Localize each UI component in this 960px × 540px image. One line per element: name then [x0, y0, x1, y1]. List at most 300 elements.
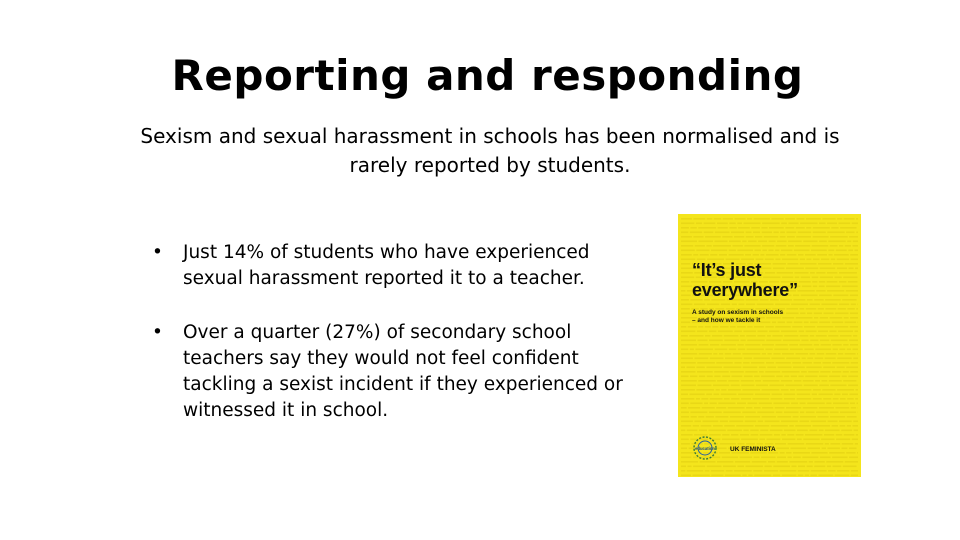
texture-word: [837, 367, 845, 369]
texture-word: [729, 421, 743, 423]
texture-word: [769, 227, 784, 229]
texture-word: [758, 421, 763, 423]
texture-word: [744, 358, 752, 360]
texture-word: [791, 304, 808, 306]
texture-word: [775, 250, 779, 252]
texture-word: [714, 218, 721, 220]
texture-word: [743, 430, 748, 432]
texture-word: [836, 407, 850, 409]
texture-word: [763, 380, 780, 382]
texture-word: [833, 349, 838, 351]
texture-word: [698, 340, 708, 342]
texture-word: [696, 250, 709, 252]
texture-word: [793, 367, 805, 369]
texture-word: [817, 326, 834, 328]
texture-word: [770, 430, 783, 432]
texture-word: [717, 461, 733, 463]
texture-word: [681, 407, 687, 409]
texture-word: [804, 349, 814, 351]
texture-word: [722, 236, 732, 238]
texture-word: [765, 326, 773, 328]
texture-word: [845, 245, 851, 247]
texture-word: [746, 407, 752, 409]
texture-word: [785, 227, 794, 229]
texture-word: [829, 376, 840, 378]
texture-word: [798, 475, 804, 477]
texture-word: [851, 470, 858, 472]
texture-word: [712, 326, 718, 328]
texture-word: [697, 331, 708, 333]
texture-word: [856, 308, 858, 310]
texture-word: [814, 466, 825, 468]
texture-word: [687, 470, 703, 472]
texture-word: [856, 232, 858, 234]
texture-word: [842, 443, 854, 445]
texture-word: [746, 335, 756, 337]
texture-word: [717, 223, 728, 225]
texture-word: [745, 344, 760, 346]
texture-word: [789, 344, 798, 346]
texture-word: [857, 353, 858, 355]
texture-word: [698, 416, 704, 418]
texture-word: [722, 434, 729, 436]
texture-word: [780, 470, 797, 472]
texture-word: [698, 380, 715, 382]
texture-word: [840, 412, 856, 414]
texture-word: [729, 250, 736, 252]
texture-word: [705, 335, 710, 337]
texture-word: [828, 421, 838, 423]
texture-word: [773, 353, 780, 355]
texture-word: [811, 452, 827, 454]
texture-word: [846, 452, 855, 454]
texture-word: [681, 421, 693, 423]
texture-word: [751, 434, 759, 436]
texture-word: [735, 218, 746, 220]
texture-word: [724, 398, 730, 400]
texture-word: [849, 448, 857, 450]
texture-word: [714, 394, 720, 396]
texture-word: [681, 331, 695, 333]
texture-word: [693, 475, 710, 477]
texture-word: [729, 241, 741, 243]
texture-word: [712, 335, 722, 337]
texture-word: [798, 376, 803, 378]
texture-word: [801, 371, 807, 373]
texture-word: [681, 286, 692, 288]
texture-word: [694, 358, 708, 360]
texture-word: [790, 389, 795, 391]
texture-word: [839, 349, 845, 351]
texture-word: [800, 421, 810, 423]
texture-word: [819, 376, 828, 378]
texture-word: [776, 376, 783, 378]
texture-word: [715, 349, 728, 351]
bullet-1-line-2: sexual harassment reported it to a teacher.: [183, 268, 585, 289]
texture-word: [760, 254, 764, 256]
texture-word: [681, 236, 692, 238]
texture-word: [759, 403, 772, 405]
texture-word: [786, 452, 791, 454]
texture-word: [742, 241, 746, 243]
texture-word: [812, 245, 829, 247]
texture-word: [780, 232, 785, 234]
texture-word: [719, 353, 723, 355]
texture-word: [720, 326, 729, 328]
texture-word: [767, 439, 781, 441]
texture-word: [821, 439, 835, 441]
texture-word: [707, 376, 713, 378]
texture-word: [761, 227, 767, 229]
texture-word: [847, 241, 851, 243]
texture-word: [837, 218, 842, 220]
texture-word: [823, 362, 831, 364]
texture-word: [848, 376, 858, 378]
texture-word: [832, 344, 841, 346]
texture-word: [746, 443, 755, 445]
slide-title: Reporting and responding: [171, 51, 804, 100]
texture-word: [827, 466, 831, 468]
texture-word: [723, 412, 741, 414]
texture-word: [791, 448, 807, 450]
texture-word: [787, 236, 795, 238]
texture-word: [681, 380, 697, 382]
texture-word: [681, 430, 685, 432]
texture-word: [855, 443, 858, 445]
texture-word: [747, 340, 765, 342]
texture-word: [781, 389, 789, 391]
texture-word: [736, 425, 753, 427]
texture-word: [715, 232, 730, 234]
texture-word: [762, 416, 776, 418]
texture-word: [831, 340, 848, 342]
texture-word: [699, 430, 707, 432]
texture-word: [830, 385, 846, 387]
texture-word: [800, 403, 806, 405]
texture-word: [705, 236, 721, 238]
texture-word: [729, 254, 744, 256]
texture-word: [771, 425, 788, 427]
texture-word: [794, 250, 810, 252]
cover-title: [692, 260, 857, 300]
texture-word: [812, 394, 817, 396]
texture-word: [830, 236, 848, 238]
texture-word: [819, 385, 829, 387]
texture-word: [697, 371, 713, 373]
texture-word: [746, 236, 754, 238]
texture-word: [737, 223, 742, 225]
texture-word: [744, 376, 753, 378]
texture-word: [796, 236, 811, 238]
texture-word: [807, 403, 825, 405]
bullet-item-1: [152, 240, 662, 292]
texture-word: [839, 223, 851, 225]
texture-word: [695, 349, 713, 351]
texture-word: [836, 434, 843, 436]
texture-word: [856, 434, 858, 436]
texture-word: [768, 353, 772, 355]
bullet-item-2: [152, 320, 662, 424]
texture-word: [737, 466, 744, 468]
texture-word: [843, 466, 857, 468]
texture-word: [681, 349, 688, 351]
texture-word: [819, 407, 834, 409]
texture-word: [740, 335, 745, 337]
texture-word: [694, 421, 701, 423]
texture-word: [775, 326, 790, 328]
slide-subtitle: [95, 122, 885, 180]
texture-word: [690, 232, 702, 234]
texture-word: [853, 349, 859, 351]
texture-word: [803, 241, 817, 243]
texture-word: [746, 232, 752, 234]
texture-word: [813, 389, 821, 391]
texture-word: [833, 398, 839, 400]
texture-word: [855, 250, 859, 252]
texture-word: [767, 335, 771, 337]
texture-word: [772, 394, 783, 396]
texture-word: [724, 335, 739, 337]
texture-word: [681, 344, 697, 346]
texture-word: [825, 358, 836, 360]
texture-word: [795, 425, 811, 427]
texture-word: [742, 412, 756, 414]
texture-word: [782, 475, 797, 477]
texture-word: [817, 254, 827, 256]
texture-word: [704, 223, 716, 225]
texture-word: [797, 394, 811, 396]
texture-word: [835, 475, 850, 477]
texture-word: [699, 376, 705, 378]
texture-word: [798, 470, 810, 472]
texture-word: [771, 218, 783, 220]
texture-word: [837, 470, 849, 472]
texture-word: [811, 421, 827, 423]
texture-word: [849, 236, 858, 238]
texture-word: [782, 371, 800, 373]
texture-word: [769, 241, 776, 243]
bullet-2-line-2: teachers say they would not feel confident: [183, 348, 579, 369]
texture-word: [856, 389, 859, 391]
texture-word: [710, 358, 724, 360]
texture-word: [741, 380, 754, 382]
texture-word: [690, 376, 697, 378]
texture-word: [808, 448, 820, 450]
texture-word: [696, 398, 700, 400]
texture-word: [753, 398, 770, 400]
texture-word: [788, 457, 792, 459]
texture-word: [829, 331, 836, 333]
texture-word: [788, 443, 805, 445]
texture-word: [727, 430, 742, 432]
texture-word: [782, 439, 795, 441]
texture-word: [768, 250, 773, 252]
texture-word: [788, 241, 802, 243]
texture-word: [747, 349, 764, 351]
texture-word: [837, 358, 852, 360]
cover-title-line-1: “It’s just: [692, 260, 762, 280]
texture-word: [722, 376, 730, 378]
texture-word: [814, 461, 824, 463]
texture-word: [738, 227, 750, 229]
texture-word: [852, 223, 858, 225]
texture-word: [737, 326, 746, 328]
texture-word: [766, 254, 779, 256]
texture-word: [701, 398, 708, 400]
texture-word: [793, 452, 810, 454]
texture-word: [722, 457, 738, 459]
texture-word: [838, 353, 843, 355]
texture-word: [833, 466, 842, 468]
texture-word: [744, 223, 761, 225]
texture-word: [718, 403, 735, 405]
texture-word: [747, 218, 752, 220]
texture-word: [842, 394, 848, 396]
texture-word: [789, 461, 807, 463]
texture-word: [701, 425, 712, 427]
texture-word: [784, 376, 789, 378]
texture-word: [770, 385, 785, 387]
texture-word: [776, 362, 791, 364]
texture-word: [687, 430, 698, 432]
texture-word: [731, 385, 740, 387]
texture-word: [786, 385, 803, 387]
texture-word: [806, 443, 824, 445]
texture-word: [681, 241, 697, 243]
texture-word: [853, 425, 859, 427]
texture-word: [816, 412, 828, 414]
texture-word: [709, 430, 726, 432]
texture-word: [742, 475, 746, 477]
bullet-2-line-3: tackling a sexist incident if they experienced or: [183, 374, 623, 395]
texture-word: [825, 443, 829, 445]
texture-word: [681, 304, 692, 306]
texture-word: [681, 439, 689, 441]
texture-word: [814, 362, 822, 364]
texture-word: [787, 254, 797, 256]
texture-word: [800, 344, 813, 346]
texture-word: [838, 331, 853, 333]
texture-word: [733, 245, 743, 247]
texture-word: [681, 403, 689, 405]
texture-word: [785, 218, 795, 220]
texture-word: [709, 331, 717, 333]
texture-word: [730, 326, 736, 328]
texture-word: [741, 385, 754, 387]
texture-word: [815, 349, 831, 351]
texture-word: [765, 371, 780, 373]
texture-word: [734, 362, 741, 364]
texture-word: [805, 254, 816, 256]
texture-word: [830, 443, 840, 445]
texture-word: [713, 245, 731, 247]
texture-word: [754, 376, 760, 378]
texture-word: [681, 448, 687, 450]
texture-word: [707, 304, 720, 306]
texture-word: [813, 236, 829, 238]
texture-word: [762, 245, 774, 247]
texture-word: [809, 430, 817, 432]
texture-word: [709, 340, 723, 342]
texture-word: [754, 358, 770, 360]
texture-word: [762, 353, 766, 355]
texture-word: [776, 412, 783, 414]
texture-word: [857, 403, 859, 405]
texture-word: [693, 236, 703, 238]
texture-word: [791, 403, 798, 405]
texture-word: [837, 389, 854, 391]
texture-word: [797, 430, 808, 432]
education-logo-icon: [691, 434, 719, 462]
texture-word: [800, 335, 809, 337]
texture-word: [753, 254, 759, 256]
texture-word: [797, 218, 805, 220]
texture-word: [754, 407, 761, 409]
texture-word: [730, 371, 744, 373]
texture-word: [836, 439, 850, 441]
texture-word: [681, 385, 696, 387]
texture-word: [690, 227, 696, 229]
texture-word: [742, 353, 760, 355]
texture-word: [757, 304, 774, 306]
texture-word: [696, 389, 714, 391]
texture-word: [715, 416, 728, 418]
uk-feminista-logo: UK FEMINISTA: [730, 446, 776, 453]
texture-word: [848, 250, 853, 252]
texture-word: [758, 331, 768, 333]
texture-word: [704, 403, 708, 405]
texture-word: [825, 430, 840, 432]
texture-word: [802, 457, 818, 459]
texture-word: [832, 371, 841, 373]
texture-word: [798, 254, 804, 256]
texture-word: [688, 466, 692, 468]
texture-word: [687, 367, 695, 369]
texture-word: [764, 470, 778, 472]
texture-word: [681, 416, 689, 418]
texture-word: [769, 331, 779, 333]
texture-word: [681, 475, 691, 477]
texture-word: [820, 340, 829, 342]
texture-word: [810, 304, 820, 306]
texture-word: [849, 457, 858, 459]
texture-word: [777, 416, 791, 418]
texture-word: [849, 340, 858, 342]
texture-word: [795, 245, 810, 247]
texture-word: [747, 326, 752, 328]
texture-word: [821, 344, 831, 346]
bullet-list: [152, 240, 662, 424]
texture-word: [780, 452, 785, 454]
texture-word: [810, 353, 816, 355]
texture-word: [698, 326, 703, 328]
texture-word: [745, 416, 760, 418]
texture-word: [777, 457, 786, 459]
texture-word: [784, 398, 795, 400]
texture-word: [743, 362, 750, 364]
texture-word: [706, 367, 722, 369]
texture-word: [762, 407, 773, 409]
texture-word: [760, 430, 768, 432]
texture-word: [762, 250, 767, 252]
texture-word: [790, 349, 803, 351]
texture-word: [765, 421, 780, 423]
texture-word: [754, 475, 771, 477]
texture-word: [759, 371, 764, 373]
texture-word: [767, 367, 776, 369]
subtitle-line-1: Sexism and sexual harassment in schools has been normalised and is: [140, 124, 840, 148]
texture-word: [681, 232, 688, 234]
